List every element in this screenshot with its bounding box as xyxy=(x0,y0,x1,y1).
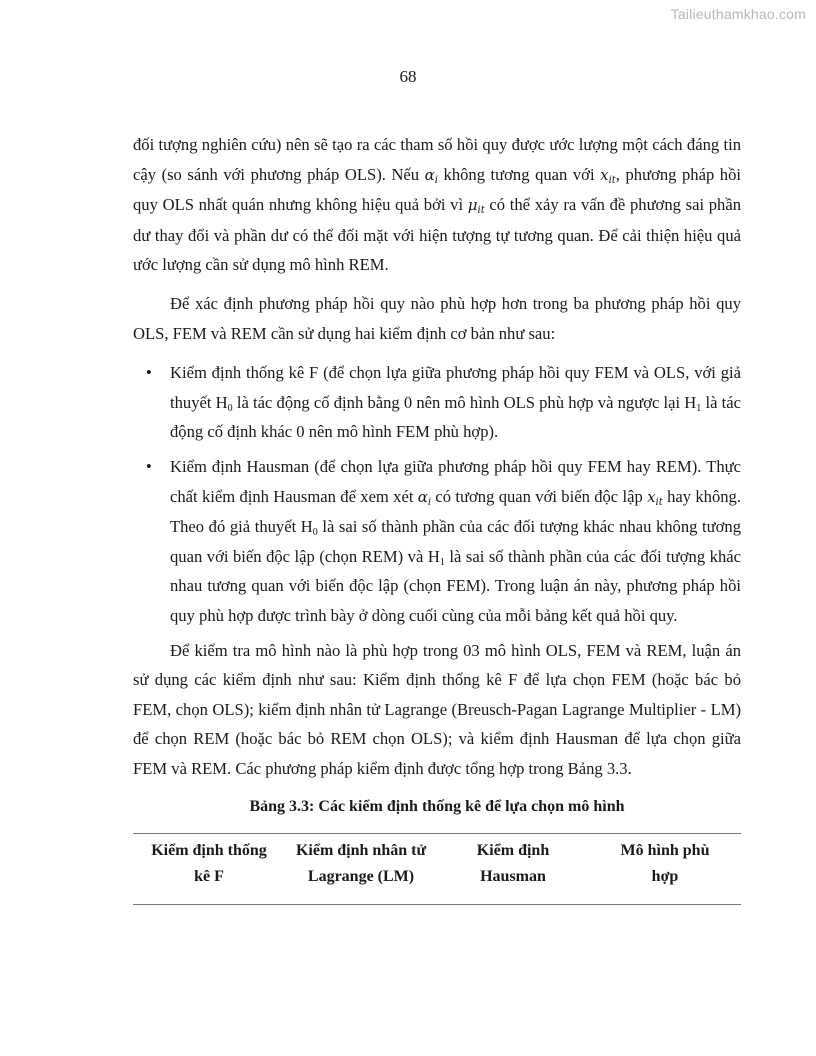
math-alpha-i: $\alpha_i$ xyxy=(424,165,438,186)
list-item-f-test: • Kiểm định thống kê F (để chọn lựa giữa phương pháp hồi quy FEM và OLS, với giả thuyết $H_0$ là tác động cố định bằng 0 nên mô hình OLS phù hợp và ngược lại $H_1$ là tác động cố định khác 0 nên mô hình FEM phù hợp). xyxy=(133,358,741,447)
watermark: Tailieuthamkhao.com xyxy=(670,6,806,22)
bullet-icon: • xyxy=(146,363,152,383)
paragraph-test-summary: Để kiểm tra mô hình nào là phù hợp trong 03 mô hình OLS, FEM và REM, luận án sử dụng các kiểm định như sau: Kiểm định thống kê F để lựa chọn FEM (hoặc bác bỏ FEM, chọn OLS); kiểm định nhân tử Lagrange (Breusch-Pagan Lagrange Multiplier - LM) để chọn REM (hoặc bác bỏ REM chọn OLS); và kiểm định Hausman để lựa chọn giữa FEM và REM. Các phương pháp kiểm định được tổng hợp trong Bảng 3.3. xyxy=(133,640,741,778)
math-x-it: $x_{it}$ xyxy=(600,165,616,186)
math-x-it: $x_{it}$ xyxy=(647,487,663,508)
list-item-hausman-test: • Kiểm định Hausman (để chọn lựa giữa phương pháp hồi quy FEM hay REM). Thực chất kiểm định Hausman để xem xét $\alpha_i$ có tương quan với biến độc lập $x_{it}$ hay không. Theo đó giả thuyết $H_0$ là sai số thành phần của các đối tượng khác nhau không tương quan với biến độc lập (chọn REM) và $H_1$ là sai số thành phần của các đối tượng khác nhau tương quan với biến độc lập (chọn FEM). Trong luận án này, phương pháp hồi quy phù hợp được trình bày ở dòng cuối cùng của mỗi bảng kết quả hồi quy. xyxy=(133,452,741,631)
paragraph-continuation: đối tượng nghiên cứu) nên sẽ tạo ra các tham số hồi quy được ước lượng một cách đáng tin cậy (so sánh với phương pháp OLS). Nếu $\alpha_i$ không tương quan với $x_{it}$, phương pháp hồi quy OLS nhất quán nhưng không hiệu quả bởi vì $\mu_{it}$ có thể xảy ra vấn đề phương sai phần dư thay đổi và phần dư có thể đối mặt với hiện tượng tự tương quan. Để cải thiện hiệu quả ước lượng cần sử dụng mô hình REM. xyxy=(133,135,741,275)
page-number: 68 xyxy=(399,67,417,86)
table-header-row xyxy=(133,833,741,905)
table-header-hausman-test: Kiểm định Hausman xyxy=(476,842,550,886)
paragraph-intro-tests: Để xác định phương pháp hồi quy nào phù hợp hơn trong ba phương pháp hồi quy OLS, FEM và REM cần sử dụng hai kiểm định cơ bản như sau: xyxy=(133,293,741,343)
math-alpha-i: $\alpha_i$ xyxy=(417,487,432,508)
test-list xyxy=(133,358,741,630)
bullet-icon: • xyxy=(146,456,152,476)
table-caption: Bảng 3.3: Các kiểm định thống kê để lựa chọn mô hình xyxy=(249,798,625,816)
table-header-suitable-model: Mô hình phù hợp xyxy=(620,842,710,886)
math-mu-it: $\mu_{it}$ xyxy=(467,196,485,217)
table-header-lm-test: Kiểm định nhân tử Lagrange (LM) xyxy=(295,842,427,886)
table-header-f-test: Kiểm định thống kê F xyxy=(151,842,267,886)
document-body xyxy=(133,130,741,905)
